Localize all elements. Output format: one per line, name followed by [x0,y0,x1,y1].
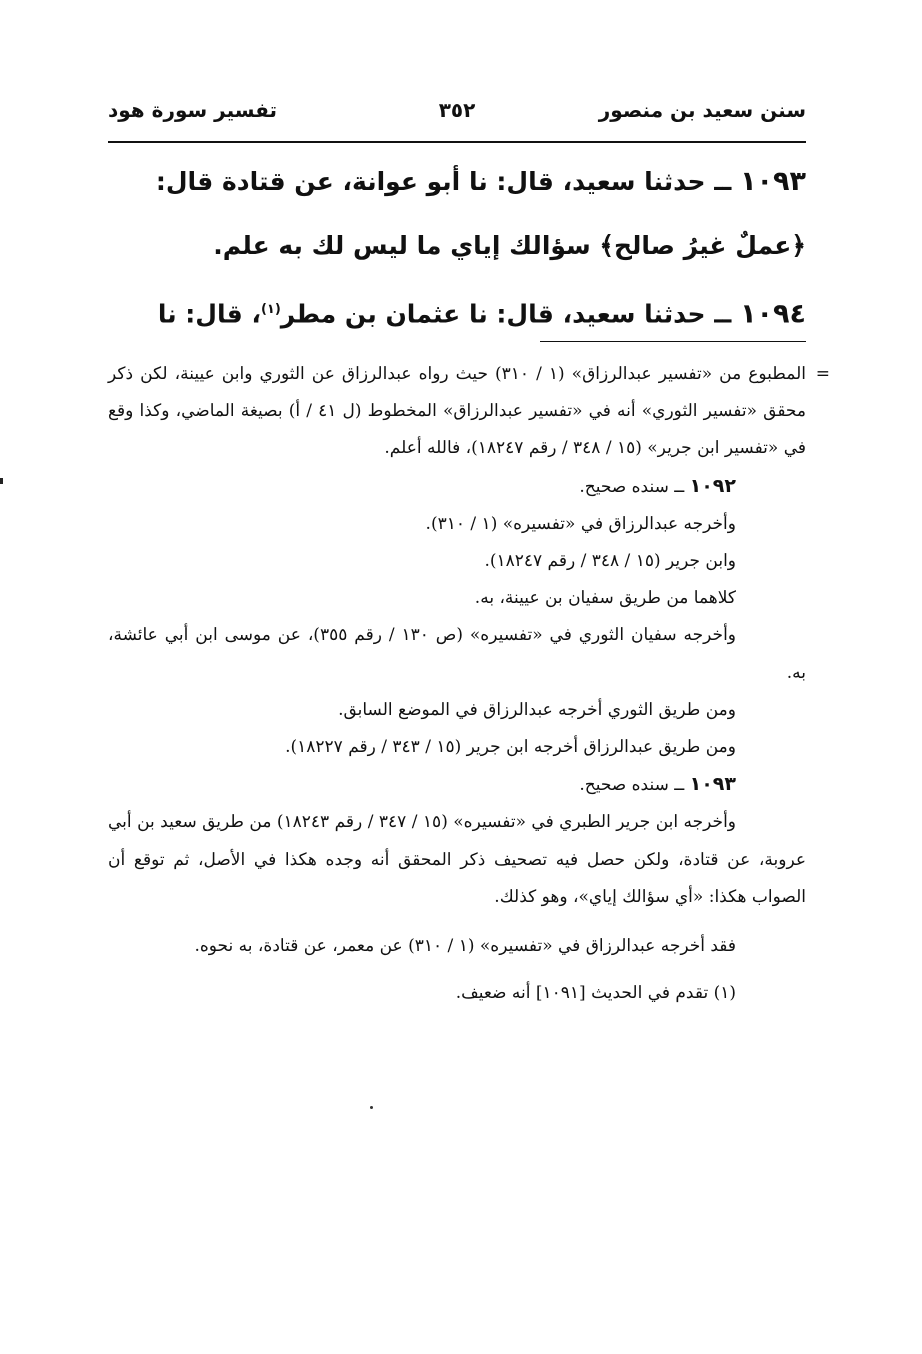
main-text [108,150,806,346]
note-1092-line: وابن جرير (١٥ / ٣٤٨ / رقم ١٨٢٤٧). [484,551,736,572]
hadith-1093-number: ١٠٩٣ [740,166,806,197]
note-1092-line: كلاهما من طريق سفيان بن عيينة، به. [474,588,736,609]
hadith-1094-number: ١٠٩٤ [740,298,806,330]
chapter-title: تفسير سورة هود [108,98,277,122]
book-title: سنن سعيد بن منصور [598,98,806,122]
note-1093-text: ــ سنده صحيح. [579,775,685,796]
footnote-rule [540,341,806,342]
note-1093-para-text: وأخرجه ابن جرير الطبري في «تفسيره» (١٥ / ٣٤٧ / رقم ١٨٢٤٣) من طريق سعيد بن أبي عروبة، عن قتادة، ولكن حصل فيه تصحيف ذكر المحقق أنه وجده هكذا في الأصل، ثم توقع أن الصواب هكذا: «أي سؤالك إياي»، وهو كذلك. [108,812,806,907]
header-rule [108,141,806,143]
note-1092-line: وأخرجه عبدالرزاق في «تفسيره» (١ / ٣١٠). [425,513,736,534]
page-number: ٣٥٢ [438,98,476,122]
hadith-1094-tail: ، قال: نا [157,299,261,329]
note-1092-line [108,617,806,691]
hadith-1093-line1: ــ حدثنا سعيد، قال: نا أبو عوانة، عن قتادة قال: [155,167,732,196]
note-1093-heading [108,766,806,804]
note-continuation-text: المطبوع من «تفسير عبدالرزاق» (١ / ٣١٠) حيث رواه عبدالرزاق عن الثوري وابن عيينة، لكن ذكر محقق «تفسير الثوري» أنه في «تفسير عبدالرزاق» المخطوط (ل ٤١ / أ) بصيغة الماضي، وكذا وقع في «تفسير ابن جرير» (١٥ / ٣٤٨ / رقم ١٨٢٤٧)، فالله أعلم. [108,364,807,459]
note-1092-line: ومن طريق عبدالرزاق أخرجه ابن جرير (١٥ / ٣٤٣ / رقم ١٨٢٢٧). [285,737,736,758]
note-1092-line-text: وأخرجه سفيان الثوري في «تفسيره» (ص ١٣٠ / رقم ٣٥٥)، عن موسى ابن أبي عائشة، به. [108,625,806,683]
edge-mark [0,478,3,484]
note-1092-line: ومن طريق الثوري أخرجه عبدالرزاق في الموضع السابق. [338,699,736,720]
footnote-1: (١) تقدم في الحديث [١٠٩١] أنه ضعيف. [455,983,736,1004]
note-continuation [108,356,830,468]
note-1092-heading [108,468,806,506]
continuation-mark: = [815,364,830,384]
page-header [108,98,806,132]
hadith-1093 [108,150,806,278]
spacer [108,965,806,975]
footnotes [108,356,830,1012]
note-1093-para [108,928,806,965]
note-1093-number: ١٠٩٣ [689,773,736,796]
hadith-1094 [108,278,806,346]
note-1093-para [108,804,806,916]
footnote-ref: (١) [260,302,281,317]
note-1092-number: ١٠٩٢ [689,474,736,497]
hadith-1094-text: ــ حدثنا سعيد، قال: نا عثمان بن مطر [280,299,732,329]
hadith-1093-line2: ﴿عملٌ غيرُ صالح﴾ سؤالك إياي ما ليس لك به علم. [213,231,806,260]
note-1093-para-text: فقد أخرجه عبدالرزاق في «تفسيره» (١ / ٣١٠) عن معمر، عن قتادة، به نحوه. [194,936,736,957]
spacer [108,916,806,928]
ink-dot [370,1106,373,1109]
note-1092-text: ــ سنده صحيح. [579,476,685,497]
